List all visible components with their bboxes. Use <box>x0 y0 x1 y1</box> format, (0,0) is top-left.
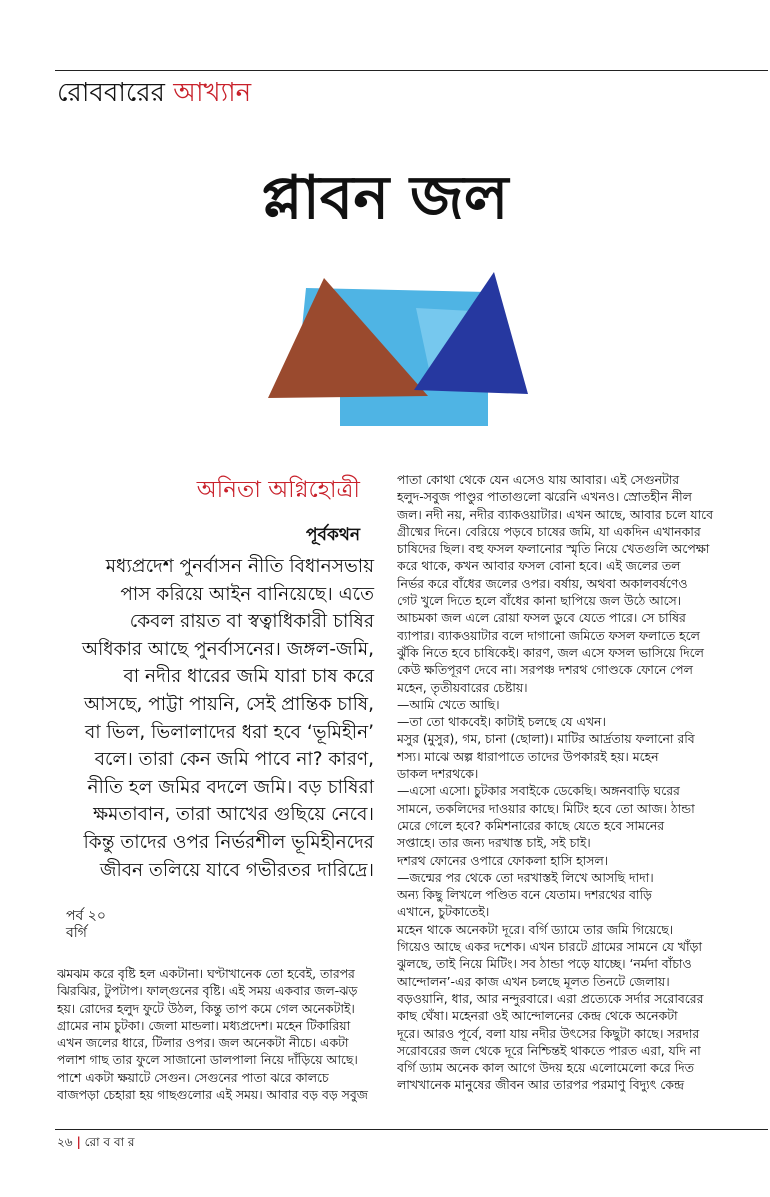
magazine-name: রো ব বা র <box>84 1135 135 1149</box>
body-line: পলাশ গাছ তার ফুলে সাজানো ডালপালা নিয়ে দাঁড়িয়ে আছে। <box>57 1052 358 1068</box>
intro-line: নীতি হল জমির বদলে জমি। বড় চাষিরা <box>87 776 374 798</box>
body-line: বর্গি ড্যাম অনেক কাল আগে উদয় হয়ে এলোমেলো করে দিত <box>397 1060 694 1076</box>
top-rule <box>55 70 768 71</box>
body-line: জল। নদী নয়, নদীর ব্যাকওয়াটার। এখন আছে, আবার চলে যাবে <box>397 506 713 522</box>
episode-heading <box>66 908 106 942</box>
body-line: চাষিদের ছিল। বহু ফসল ফলানোর স্মৃতি নিয়ে খেতগুলি অপেক্ষা <box>397 541 710 557</box>
body-line: —তা তো থাকবেই। কাটাই চলছে যে এখন। <box>397 714 606 730</box>
body-line: ঝুলছে, তাই নিয়ে মিটিং। সব ঠান্ডা পড়ে যাচ্ছে। ‘নর্মদা বাঁচাও <box>397 956 692 972</box>
body-line: এখন জলের ধারে, টিলার ওপর। জল অনেকটা নীচে। একটা <box>57 1035 349 1051</box>
article-title: প্লাবন জল <box>261 163 509 233</box>
intro-line: আসছে, পাট্টা পায়নি, সেই প্রান্তিক চাষি, <box>84 693 374 715</box>
body-line: সামনে, তকলিদের দাওয়ার কাছে। মিটিং হবে তো আজ। ঠান্ডা <box>397 800 695 816</box>
body-line: হয়। রোদের হলুদ ফুটে উঠল, কিন্তু তাপ কমে গেল অনেকটাই। <box>57 1000 355 1016</box>
section-header <box>57 78 251 109</box>
body-line: —জন্মের পর থেকে তো দরখাস্তই লিখে আসছি দাদা। <box>397 869 654 885</box>
body-line: গিয়েও আছে একর দশেক। এখন চারটে গ্রামের সামনে যে খাঁড়া <box>397 939 702 955</box>
intro-line: জীবন তলিয়ে যাবে গভীরতর দারিদ্রে। <box>99 859 374 881</box>
body-line: অন্য কিছু লিখলে পণ্ডিত বনে যেতাম। দশরথের বাড়ি <box>397 887 652 903</box>
body-line: করে থাকে, কখন আবার ফসল বোনা হবে। এই জলের তল <box>397 558 681 574</box>
body-line: সপ্তাহে। তার জন্য দরখাস্ত চাই, সই চাই। <box>397 835 591 851</box>
body-line: দূরে। আরও পূর্বে, বলা যায় নদীর উৎসের কিছুটা কাছে। সরদার <box>397 1025 700 1041</box>
body-line: গেট খুলে দিতে হলে বাঁধের কানা ছাপিয়ে জল উঠে আসে। <box>397 593 682 609</box>
intro-line: বা নদীর ধারের জমি যারা চাষ করে <box>123 666 374 688</box>
body-line: মহেন, তৃতীয়বারের চেষ্টায়। <box>397 679 528 695</box>
body-column-right <box>397 471 717 1094</box>
body-line: মেরে গেলে হবে? কমিশনারের কাছে যেতে হবে সামনের <box>397 817 665 833</box>
body-line: পাতা কোথা থেকে যেন এসেও যায় আবার। এই সেগুনটার <box>397 472 680 487</box>
folio-separator: | <box>76 1135 81 1149</box>
body-line: মসুর (মুসুর), গম, চানা (ছোলা)। মাটির আর্দ্রতায় ফলানো রবি <box>397 731 695 747</box>
chapter-title: বর্গি <box>66 925 87 941</box>
body-line: এখানে, চুটকাতেই। <box>397 904 490 920</box>
bottom-rule <box>55 1129 768 1130</box>
section-prefix: রোববারের <box>57 78 165 108</box>
body-line: ঝমঝম করে বৃষ্টি হল একটানা। ঘণ্টাখানেক তো হবেই, তারপর <box>57 966 355 981</box>
body-line: কাছ ঘেঁষা। মহেনরা ওই আন্দোলনের কেন্দ্র থেকে অনেকটা <box>397 1008 678 1024</box>
body-line: কেউ ক্ষতিপূরণ দেবে না। সরপঞ্চ দশরথ গোণ্ডকে ফোনে পেল <box>397 662 693 678</box>
subhead: পূর্বকথন <box>305 525 360 545</box>
body-line: ডাকল দশরথকে। <box>397 766 479 782</box>
intro-paragraph <box>68 553 374 884</box>
intro-line: পাস করিয়ে আইন বানিয়েছে। এতে <box>120 583 374 605</box>
intro-line: ক্ষমতাবান, তারা আখের গুছিয়ে নেবে। <box>93 804 374 826</box>
body-line: ঝিরঝির, টুপটাপ। ফাল্গুনের বৃষ্টি। এই সময় একবার জল-ঝড় <box>57 983 358 999</box>
body-line: আচমকা জল এলে রোয়া ফসল ডুবে যেতে পারে। সে চাষির <box>397 610 686 626</box>
intro-line: বলে। তারা কেন জমি পাবে না? কারণ, <box>94 749 374 771</box>
body-line: সরোবরের জল থেকে দূরে নিশ্চিন্তই থাকতে পারত এরা, যদি না <box>397 1042 701 1058</box>
intro-line: বা ভিল, ভিলালাদের ধরা হবে ‘ভূমিহীন’ <box>84 721 374 743</box>
intro-line: কেবল রায়ত বা স্বত্বাধিকারী চাষির <box>129 611 374 633</box>
body-line: মহেন থাকে অনেকটা দূরে। বর্গি ড্যামে তার জমি গিয়েছে। <box>397 921 674 937</box>
body-line: হলুদ-সবুজ পাণ্ডুর পাতাগুলো ঝরেনি এখনও। স্রোতহীন নীল <box>397 489 692 505</box>
body-line: পাশে একটা ক্ষয়াটে সেগুন। সেগুনের পাতা ঝরে কালচে <box>57 1069 329 1085</box>
section-suffix: আখ্যান <box>173 78 252 108</box>
body-line: —আমি খেতে আছি। <box>397 696 500 712</box>
body-line: ঝুঁকি নিতে হবে চাষিকেই। কারণ, জল এসে ফসল ভাসিয়ে দিলে <box>397 644 704 660</box>
body-line: গ্রীষ্মের দিনে। বেরিয়ে পড়বে চাষের জমি, যা একদিন এখানকার <box>397 523 701 539</box>
body-line: নির্ভর করে বাঁধের জলের ওপর। বর্ষায়, অথবা অকালবর্ষণেও <box>397 575 688 591</box>
body-line: দশরথ ফোনের ওপারে ফোকলা হাসি হাসল। <box>397 852 609 868</box>
body-line: গ্রামের নাম চুটকা। জেলা মান্ডলা। মধ্যপ্রদেশ। মহেন টিকারিয়া <box>57 1017 351 1033</box>
body-line: —এসো এসো। চুটকার সবাইকে ডেকেছি। অঙ্গনবাড়ি ঘরের <box>397 783 680 799</box>
body-line: বাজপড়া চেহারা হয় গাছগুলোর এই সময়। আবার বড় বড় সবুজ <box>57 1087 368 1103</box>
page-number: ২৬ <box>57 1135 73 1149</box>
body-line: ব্যাপার। ব্যাকওয়াটার বলে দাগানো জমিতে ফসল ফলাতে হলে <box>397 627 700 643</box>
intro-line: মধ্যপ্রদেশ পুনর্বাসন নীতি বিধানসভায় <box>105 556 374 577</box>
page-footer <box>57 1134 135 1154</box>
episode-number: পর্ব ২০ <box>66 908 106 924</box>
intro-line: অধিকার আছে পুনর্বাসনের। জঙ্গল-জমি, <box>81 638 374 660</box>
abstract-illustration <box>266 270 530 428</box>
author-name: অনিতা অগ্নিহোত্রী <box>196 477 360 503</box>
body-column-left <box>57 965 375 1103</box>
body-line: বড়ওয়ানি, ধার, আর নন্দুরবারে। এরা প্রত্যেকে সর্দার সরোবরের <box>397 990 704 1006</box>
body-line: শস্য। মাঝে অল্প ধারাপাতে তাদের উপকারই হয়। মহেন <box>397 748 659 764</box>
body-line: আন্দোলন’-এর কাজ এখন চলছে মূলত তিনটে জেলায়। <box>397 973 670 989</box>
body-line: লাখখানেক মানুষের জীবন আর তারপর পরমাণু বিদ্যুৎ কেন্দ্র <box>397 1077 684 1093</box>
intro-line: কিন্তু তাদের ওপর নির্ভরশীল ভূমিহীনদের <box>83 831 374 853</box>
